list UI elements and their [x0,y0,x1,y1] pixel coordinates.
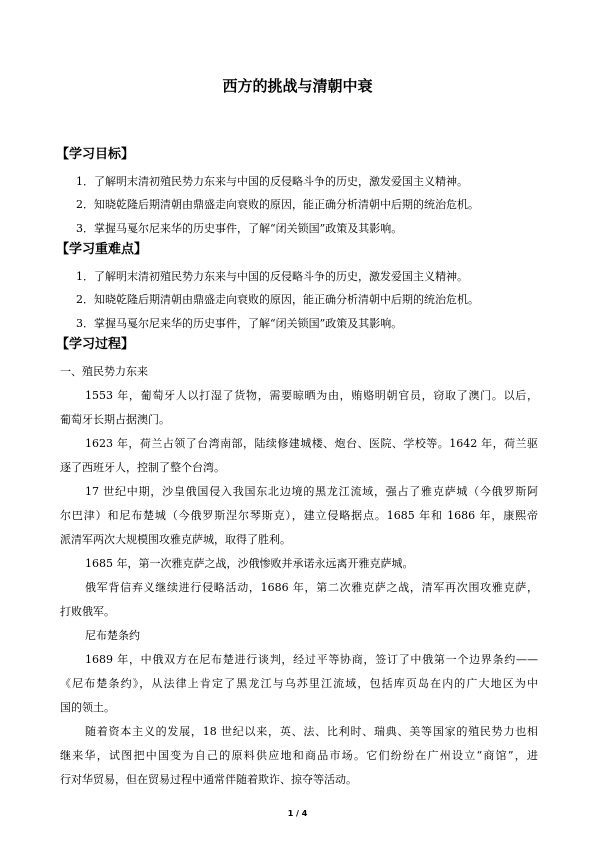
keypoint-item-2: 2．知晓乾隆后期清朝由鼎盛走向衰败的原因，能正确分析清朝中后期的统治危机。 [76,293,479,306]
keypoint-item-3: 3．掌握马戛尔尼来华的历史事件，了解“闭关锁国”政策及其影响。 [76,317,403,330]
subheading-treaty: 尼布楚条约 [85,629,140,642]
paragraph-line: 尔巴津）和尼布楚城（今俄罗斯涅尔琴斯克），建立侵略据点。1685 年和 1686 年，康熙帝 [60,509,538,522]
paragraph-line: 随着资本主义的发展，18 世纪以来，英、法、比利时、瑞典、美等国家的殖民势力也相 [85,725,538,738]
paragraph-line: 俄军背信弃义继续进行侵略活动，1686 年，第二次雅克萨之战，清军再次围攻雅克萨， [85,581,538,594]
paragraph-line: 继来华，试图把中国变为自己的原料供应地和商品市场。它们纷纷在广州设立“商馆”，进 [60,749,538,762]
paragraph-line: 打败俄军。 [60,605,115,618]
paragraph-line: 1685 年，第一次雅克萨之战，沙俄惨败并承诺永远离开雅克萨城。 [85,557,414,570]
paragraph-line: 派清军两次大规模围攻雅克萨城，取得了胜利。 [60,533,291,546]
goal-item-2: 2．知晓乾隆后期清朝由鼎盛走向衰败的原因，能正确分析清朝中后期的统治危机。 [76,198,479,211]
goal-item-3: 3．掌握马戛尔尼来华的历史事件，了解“闭关锁国”政策及其影响。 [76,222,403,235]
section-heading-keypoints: 【学习重难点】 [56,242,148,257]
page-title: 西方的挑战与清朝中衰 [222,77,373,95]
goal-item-1: 1．了解明末清初殖民势力东来与中国的反侵略斗争的历史，激发爱国主义精神。 [76,175,468,188]
subsection-heading: 一、殖民势力东来 [60,365,148,378]
paragraph-line: 《尼布楚条约》，从法律上肯定了黑龙江与乌苏里江流域，包括库页岛在内的广大地区为中 [60,677,538,690]
paragraph-line: 逐了西班牙人，控制了整个台湾。 [60,461,225,474]
paragraph-line: 1623 年，荷兰占领了台湾南部，陆续修建城楼、炮台、医院、学校等。1642 年，荷兰驱 [85,437,538,450]
page-number: 1 / 4 [287,809,308,818]
paragraph-line: 1689 年，中俄双方在尼布楚进行谈判，经过平等协商，签订了中俄第一个边界条约—— [85,653,538,666]
paragraph-line: 行对华贸易，但在贸易过程中通常伴随着欺诈、掠夺等活动。 [60,773,357,786]
paragraph-line: 17 世纪中期，沙皇俄国侵入我国东北边境的黑龙江流域，强占了雅克萨城（今俄罗斯阿 [85,485,538,498]
paragraph-line: 国的领土。 [60,701,115,714]
paragraph-line: 1553 年，葡萄牙人以打湿了货物，需要晾晒为由，贿赂明朝官员，窃取了澳门。以后， [85,389,538,402]
keypoint-item-1: 1．了解明末清初殖民势力东来与中国的反侵略斗争的历史，激发爱国主义精神。 [76,270,468,283]
paragraph-line: 葡萄牙长期占据澳门。 [60,413,170,426]
section-heading-goals: 【学习目标】 [56,147,135,162]
section-heading-process: 【学习过程】 [56,337,135,352]
